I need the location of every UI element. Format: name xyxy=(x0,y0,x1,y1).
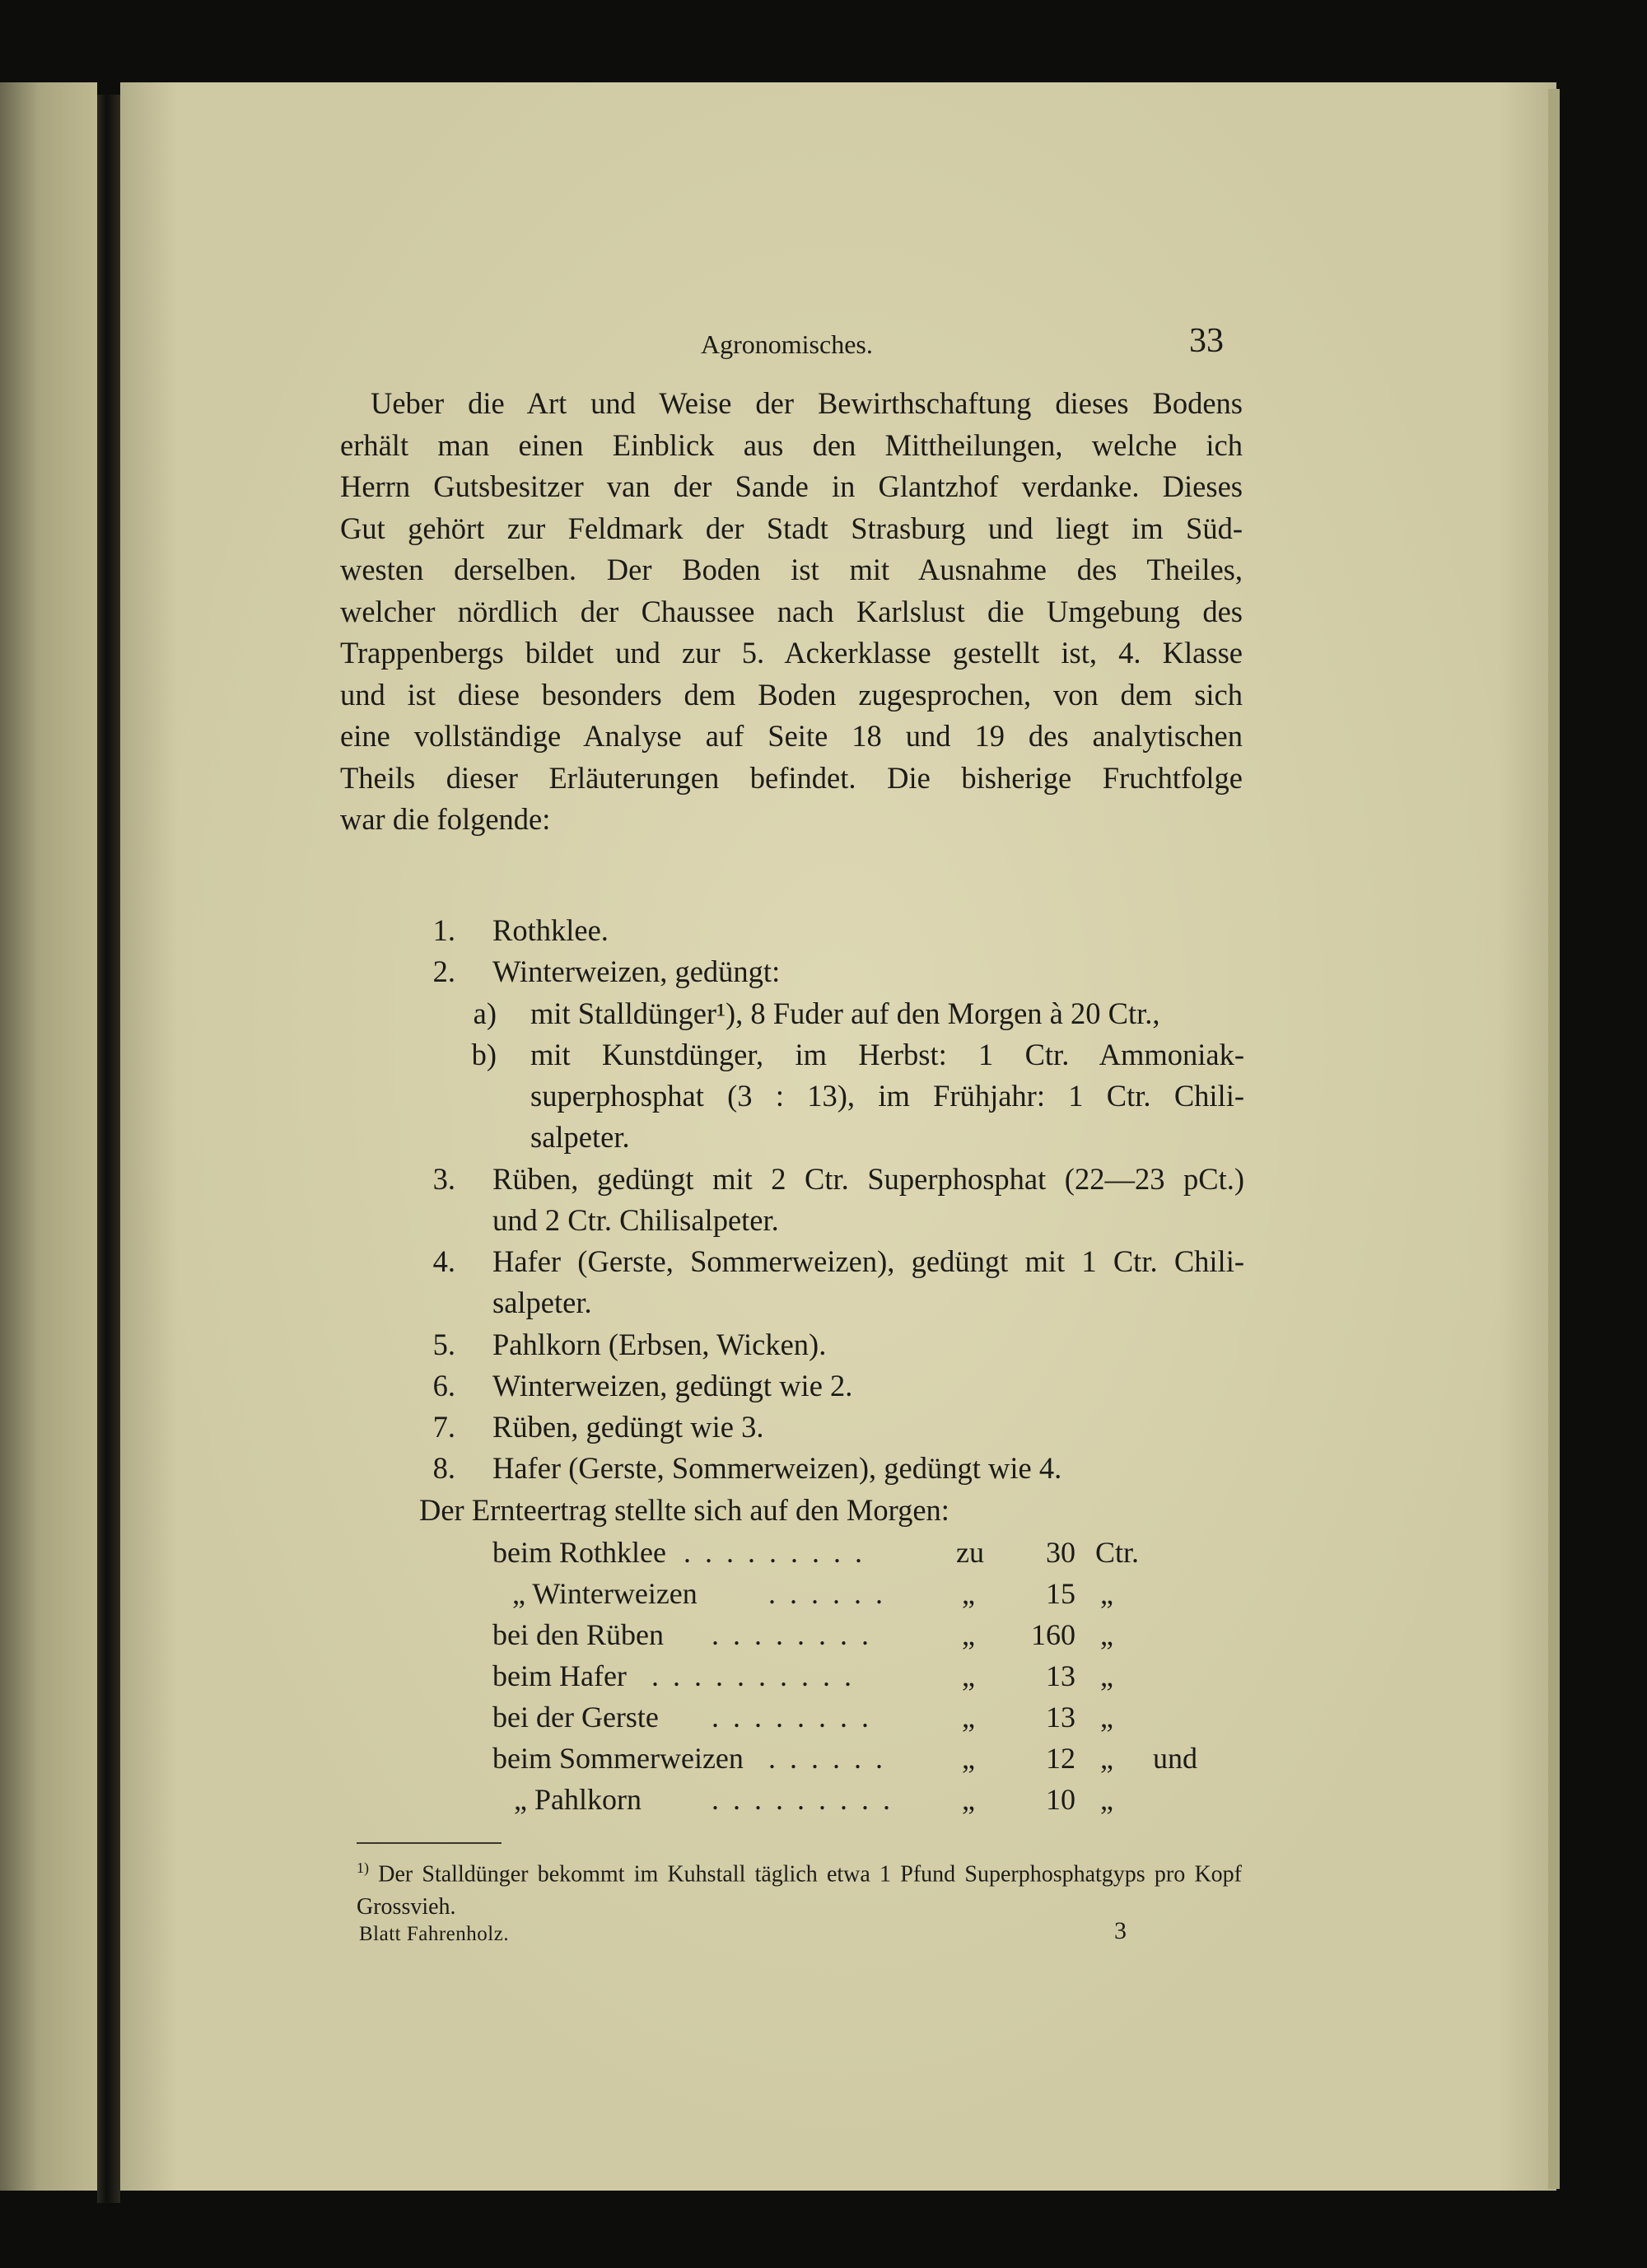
rotation-number: 6. xyxy=(432,1369,455,1402)
yield-unit: „ xyxy=(1100,1701,1113,1734)
yield-value: 13 xyxy=(1046,1659,1075,1692)
rotation-subitem-text: superphosphat (3 : 13), im Frühjahr: 1 Ctr. Chili- xyxy=(530,1079,1244,1113)
paragraph-line: Gut gehört zur Feldmark der Stadt Strasburg und liegt im Süd- xyxy=(340,511,1243,545)
yield-dots: . . . . . . . . . xyxy=(712,1783,893,1816)
paragraph-line: Trappenbergs bildet und zur 5. Ackerklasse gestellt ist, 4. Klasse xyxy=(340,636,1243,670)
yield-label: bei den Rüben xyxy=(492,1618,664,1651)
paragraph-line: Ueber die Art und Weise der Bewirthschaftung dieses Bodens xyxy=(371,386,1243,420)
rotation-text: Pahlkorn (Erbsen, Wicken). xyxy=(492,1328,827,1361)
rotation-number: 3. xyxy=(432,1162,455,1196)
yield-dots: . . . . . . . . . . xyxy=(651,1659,855,1692)
yield-extra-word: und xyxy=(1153,1742,1197,1775)
yield-prefix: „ xyxy=(962,1618,975,1651)
paragraph-line: erhält man einen Einblick aus den Mittheilungen, welche ich xyxy=(340,427,1243,462)
rotation-text: Rüben, gedüngt wie 3. xyxy=(492,1410,764,1444)
paragraph-line: eine vollständige Analyse auf Seite 18 und 19 des analytischen xyxy=(340,719,1243,753)
yield-label: beim Sommerweizen xyxy=(492,1742,744,1775)
yield-value: 12 xyxy=(1046,1742,1075,1775)
yield-unit: „ xyxy=(1100,1783,1113,1816)
book-gutter xyxy=(97,95,120,2203)
rotation-subitem-text: mit Stalldünger¹), 8 Fuder auf den Morgen à 20 Ctr., xyxy=(530,996,1160,1030)
rotation-subitem-text: salpeter. xyxy=(530,1120,630,1154)
yield-label: bei der Gerste xyxy=(492,1701,659,1734)
paragraph-line: welcher nördlich der Chaussee nach Karlslust die Umgebung des xyxy=(340,594,1243,628)
yield-unit: Ctr. xyxy=(1095,1536,1140,1569)
book-page xyxy=(120,82,1556,2191)
paragraph-line: Theils dieser Erläuterungen befindet. Die bisherige Fruchtfolge xyxy=(340,760,1243,795)
yield-prefix: „ xyxy=(962,1577,975,1610)
yield-prefix: zu xyxy=(956,1536,984,1569)
yield-dots: . . . . . . xyxy=(768,1742,886,1775)
rotation-text: Rothklee. xyxy=(492,913,609,947)
rotation-text: salpeter. xyxy=(492,1286,592,1319)
rotation-text: Winterweizen, gedüngt wie 2. xyxy=(492,1369,853,1402)
paragraph-line: war die folgende: xyxy=(340,802,551,836)
yield-label: „ Winterweizen xyxy=(512,1577,698,1610)
rotation-number: 1. xyxy=(432,913,455,947)
yield-label: „ Pahlkorn xyxy=(514,1783,642,1816)
yield-label: beim Rothklee xyxy=(492,1536,666,1569)
yield-prefix: „ xyxy=(962,1742,975,1775)
footnote-text: Der Stalldünger bekommt im Kuhstall täglich etwa 1 Pfund Superphosphatgyps pro Kopf Grossvieh. xyxy=(357,1861,1242,1920)
rotation-subitem-letter: a) xyxy=(473,996,497,1030)
yield-dots: . . . . . . . . xyxy=(712,1701,872,1734)
body-paragraph xyxy=(340,383,1243,841)
footnote xyxy=(357,1851,1242,1924)
footnote-divider xyxy=(357,1842,502,1844)
rotation-number: 2. xyxy=(432,954,455,988)
yield-dots: . . . . . . . . . xyxy=(684,1536,865,1569)
rotation-text: und 2 Ctr. Chilisalpeter. xyxy=(492,1203,779,1237)
running-header: Agronomisches. xyxy=(701,329,873,359)
yield-dots: . . . . . . xyxy=(768,1577,886,1610)
yield-unit: „ xyxy=(1100,1577,1113,1610)
rotation-number: 5. xyxy=(432,1328,455,1361)
yield-value: 30 xyxy=(1046,1536,1075,1569)
rotation-number: 8. xyxy=(432,1451,455,1485)
yield-unit: „ xyxy=(1100,1659,1113,1692)
yield-prefix: „ xyxy=(962,1783,975,1816)
yield-dots: . . . . . . . . xyxy=(712,1618,872,1651)
page-fore-edge xyxy=(1548,89,1560,2189)
yield-value: 160 xyxy=(1031,1618,1075,1651)
yield-value: 15 xyxy=(1046,1577,1075,1610)
rotation-text: Winterweizen, gedüngt: xyxy=(492,954,781,988)
yield-unit: „ xyxy=(1100,1618,1113,1651)
yield-label: beim Hafer xyxy=(492,1659,627,1692)
yield-value: 13 xyxy=(1046,1701,1075,1734)
rotation-text: Rüben, gedüngt mit 2 Ctr. Superphosphat (22—23 pCt.) xyxy=(492,1162,1244,1196)
yield-value: 10 xyxy=(1046,1783,1075,1816)
yield-prefix: „ xyxy=(962,1701,975,1734)
paragraph-line: und ist diese besonders dem Boden zugesprochen, von dem sich xyxy=(340,677,1243,712)
rotation-number: 7. xyxy=(432,1410,455,1444)
signature-number: 3 xyxy=(1114,1917,1127,1944)
yield-intro: Der Ernteertrag stellte sich auf den Morgen: xyxy=(419,1493,949,1527)
rotation-subitem-text: mit Kunstdünger, im Herbst: 1 Ctr. Ammoniak- xyxy=(530,1038,1244,1071)
rotation-text: Hafer (Gerste, Sommerweizen), gedüngt mit 1 Ctr. Chili- xyxy=(492,1244,1244,1278)
yield-unit: „ xyxy=(1100,1742,1113,1775)
footnote-marker: 1) xyxy=(357,1860,369,1876)
yield-prefix: „ xyxy=(962,1659,975,1692)
rotation-number: 4. xyxy=(432,1244,455,1278)
signature-sheet-name: Blatt Fahrenholz. xyxy=(359,1923,510,1945)
rotation-text: Hafer (Gerste, Sommerweizen), gedüngt wie 4. xyxy=(492,1451,1062,1485)
page-number: 33 xyxy=(1189,322,1224,360)
facing-page-edge xyxy=(0,82,97,2191)
paragraph-line: westen derselben. Der Boden ist mit Ausnahme des Theiles, xyxy=(340,553,1243,586)
rotation-subitem-letter: b) xyxy=(471,1038,497,1071)
paragraph-line: Herrn Gutsbesitzer van der Sande in Glantzhof verdanke. Dieses xyxy=(340,469,1243,503)
